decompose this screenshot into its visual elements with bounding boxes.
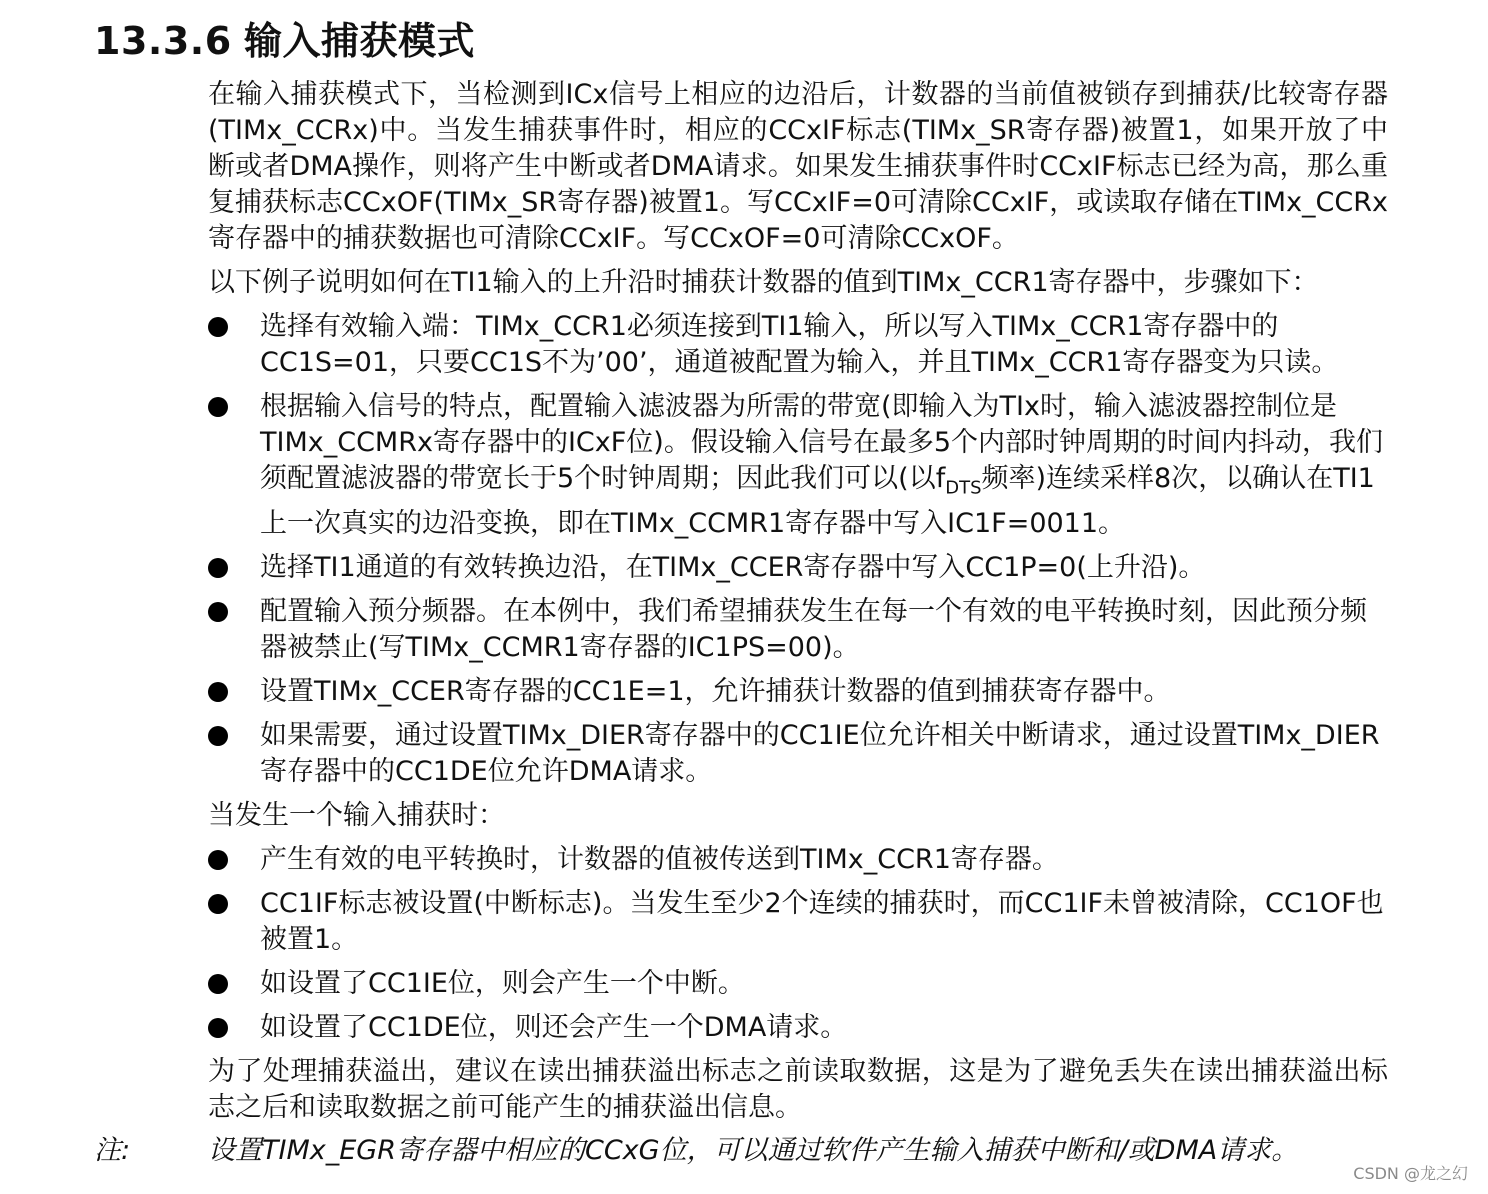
paragraph-overflow: 为了处理捕获溢出，建议在读出捕获溢出标志之前读取数据，这是为了避免丢失在读出捕获溢出标志之后和读取数据之前可能产生的捕获溢出信息。 <box>208 1056 1388 1124</box>
paragraph-capture-intro: 当发生一个输入捕获时： <box>208 800 505 832</box>
section-heading <box>94 10 475 65</box>
bullet-icon <box>208 894 228 914</box>
paragraph-example-intro: 以下例子说明如何在TI1输入的上升沿时捕获计数器的值到TIMx_CCR1寄存器中，步骤如下： <box>208 267 1319 298</box>
section-title: 输入捕获模式 <box>244 19 476 63</box>
list-item <box>208 594 1388 666</box>
note-text: 设置TIMx_EGR寄存器中相应的CCxG位，可以通过软件产生输入捕获中断和/或DMA请求。 <box>208 1135 1299 1166</box>
list-item-text: 如果需要，通过设置TIMx_DIER寄存器中的CC1IE位允许相关中断请求，通过设置TIMx_DIER寄存器中的CC1DE位允许DMA请求。 <box>260 720 1380 788</box>
list-item-text: 如设置了CC1DE位，则还会产生一个DMA请求。 <box>260 1012 848 1044</box>
section-number: 13.3.6 <box>94 19 232 63</box>
list-item-text: 如设置了CC1IE位，则会产生一个中断。 <box>260 968 745 1000</box>
note <box>94 1133 1298 1169</box>
list-item-text: CC1IF标志被设置(中断标志)。当发生至少2个连续的捕获时，而CC1IF未曾被清除，CC1OF也被置1。 <box>260 888 1384 956</box>
paragraph-intro: 在输入捕获模式下，当检测到ICx信号上相应的边沿后，计数器的当前值被锁存到捕获/比较寄存器(TIMx_CCRx)中。当发生捕获事件时，相应的CCxIF标志(TIMx_SR寄存器)被置1，如果开放了中断或者DMA操作，则将产生中断或者DMA请求。如果发生捕获事件时CCxIF标志已经为高，那么重复捕获标志CCxOF(TIMx_SR寄存器)被置1。写CCxIF=0可清除CCxIF，或读取存储在TIMx_CCRx寄存器中的捕获数据也可清除CCxIF。写CCxOF=0可清除CCxOF。 <box>208 79 1388 254</box>
bullet-icon <box>208 558 228 578</box>
bullet-icon <box>208 850 228 870</box>
list-item-text: 设置TIMx_CCER寄存器的CC1E=1，允许捕获计数器的值到捕获寄存器中。 <box>260 676 1171 708</box>
subscript-dts: DTS <box>945 477 982 499</box>
list-item <box>208 309 1388 381</box>
list-item <box>208 842 1388 878</box>
list-item-text: 选择TI1通道的有效转换边沿，在TIMx_CCER寄存器中写入CC1P=0(上升沿)。 <box>260 552 1206 584</box>
bullet-icon <box>208 317 228 337</box>
list-item-text: 配置输入预分频器。在本例中，我们希望捕获发生在每一个有效的电平转换时刻，因此预分频器被禁止(写TIMx_CCMR1寄存器的IC1PS=00)。 <box>260 596 1367 664</box>
steps-list <box>208 309 1388 790</box>
list-item-text: 选择有效输入端：TIMx_CCR1必须连接到TI1输入，所以写入TIMx_CCR1寄存器中的CC1S=01，只要CC1S不为’00’，通道被配置为输入，并且TIMx_CCR1寄存器变为只读。 <box>260 311 1339 378</box>
watermark: CSDN @龙之幻 <box>1353 1164 1468 1183</box>
list-item <box>208 674 1388 710</box>
list-item <box>208 550 1388 586</box>
list-item <box>208 966 1388 1002</box>
events-list <box>208 842 1388 1046</box>
bullet-icon <box>208 682 228 702</box>
list-item <box>208 718 1388 790</box>
bullet-icon <box>208 602 228 622</box>
bullet-icon <box>208 974 228 994</box>
list-item-text: 产生有效的电平转换时，计数器的值被传送到TIMx_CCR1寄存器。 <box>260 844 1059 876</box>
bullet-icon <box>208 397 228 417</box>
list-item <box>208 1010 1388 1046</box>
list-item <box>208 886 1388 958</box>
bullet-icon <box>208 726 228 746</box>
list-item <box>208 389 1388 542</box>
body-content <box>208 77 1388 1134</box>
bullet-icon <box>208 1018 228 1038</box>
list-item-text: 根据输入信号的特点，配置输入滤波器为所需的带宽(即输入为TIx时，输入滤波器控制位是TIMx_CCMRx寄存器中的ICxF位)。假设输入信号在最多5个内部时钟周期的时间内抖动，我们须配置滤波器的带宽长于5个时钟周期；因此我们可以(以$f_{DTS}$频率)连续采样8次，以确认在TI1上一次真实的边沿变换，即在TIMx_CCMR1寄存器中写入IC1F=0011。 <box>260 391 1384 540</box>
note-label: 注: <box>94 1135 131 1166</box>
